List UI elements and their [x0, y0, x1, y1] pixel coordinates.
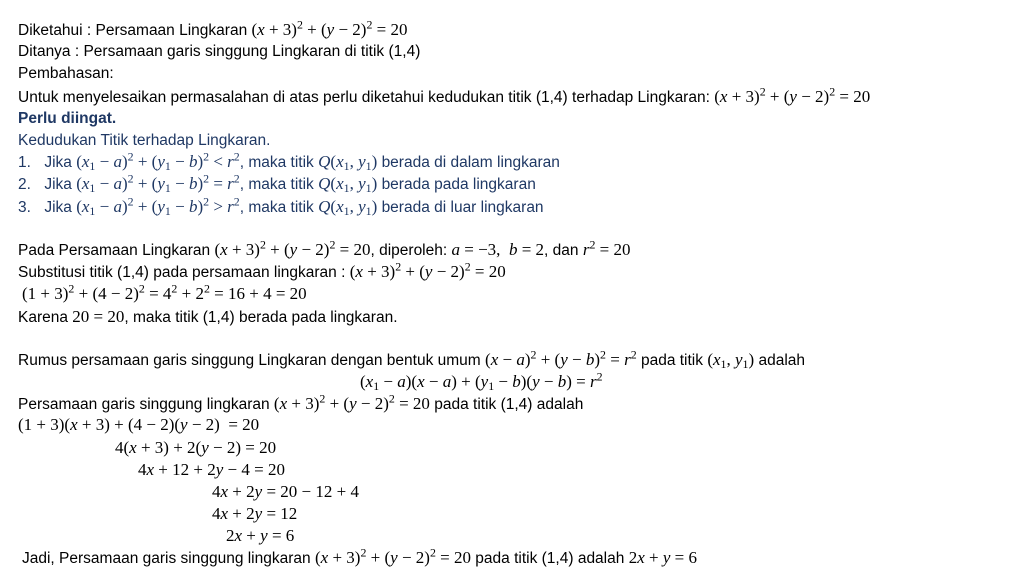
list-number: 2.	[18, 176, 31, 193]
text-maka: , maka titik	[239, 176, 314, 193]
text-tail: berada pada lingkaran	[381, 176, 536, 193]
line-perlu-diingat: Perlu diingat.	[18, 110, 117, 127]
text-jika: Jika	[44, 154, 72, 171]
line-diketahui	[18, 19, 408, 42]
math-circle-eq: $(x + 3)^2 + (y - 2)^2 = 20$	[273, 391, 430, 413]
math-point-q: $Q(x_1$, $y_1$)	[318, 152, 378, 173]
math-circle-eq: $(x + 3)^2 + (y - 2)^2 = 20$	[314, 545, 471, 567]
math-step-3: 4x + 12 + 2y − 4 = 20	[138, 460, 285, 479]
text-persamaan-post: pada titik (1,4) adalah	[434, 396, 584, 413]
text-maka: , maka titik	[239, 154, 314, 171]
math-r2: $r^2 = 20$	[582, 237, 631, 259]
text-karena: Karena	[18, 309, 68, 326]
text-jika: Jika	[44, 199, 72, 216]
text-maka: , maka titik	[239, 199, 314, 216]
math-step-5: 4x + 2y = 12	[212, 504, 298, 523]
math-final-answer: 2x + y = 6	[628, 548, 697, 567]
text-rumus: Rumus persamaan garis singgung Lingkaran dengan bentuk umum	[18, 352, 481, 369]
math-substitution-calc: $(1 + 3)^2 + (4 - 2)^2 = 4^2 + 2^2 = 16 + 4 = 20$	[22, 281, 307, 303]
line-untuk	[18, 86, 870, 109]
text-karena-post: , maka titik (1,4) berada pada lingkaran.	[124, 309, 398, 326]
text-pada: Pada Persamaan Lingkaran	[18, 242, 211, 259]
math-params: a = −3, b = 2	[451, 240, 545, 259]
text-jika: Jika	[44, 176, 72, 193]
text-jadi-post: pada titik (1,4) adalah	[475, 550, 625, 567]
line-pada-persamaan	[18, 239, 631, 262]
math-step-4: 4x + 2y = 20 − 12 + 4	[212, 482, 359, 501]
math-step-1: (1 + 3)(x + 3) + (4 − 2)(y − 2) = 20	[18, 415, 260, 434]
list-item-3	[18, 196, 544, 219]
text-diperoleh: , diperoleh:	[370, 242, 448, 259]
text-pada-titik: pada titik	[640, 352, 703, 369]
math-outside: $(x_1 - a)^2 + (y_1 - b)^2 > r^2$	[76, 194, 240, 218]
math-circle-eq: $(x + 3)^2 + (y - 2)^2 = 20$	[714, 84, 871, 106]
text-substitusi: Substitusi titik (1,4) pada persamaan lingkaran :	[18, 264, 346, 281]
math-circle-eq: $(x + 3)^2 + (y - 2)^2 = 20$	[349, 259, 506, 281]
list-item-1	[18, 151, 560, 174]
line-karena	[18, 306, 398, 329]
list-number: 3.	[18, 199, 31, 216]
line-persamaan-garis	[18, 393, 583, 416]
list-item-2	[18, 173, 536, 196]
text-dan: , dan	[544, 242, 579, 259]
math-tangent-formula: $(x_1 - a)(x - a) + (y_1 - b)(y - b) = r^2$	[360, 369, 603, 393]
math-step-6: 2x + y = 6	[226, 526, 295, 545]
line-kedudukan: Kedudukan Titik terhadap Lingkaran.	[18, 132, 271, 149]
math-point-q: $Q(x_1$, $y_1$)	[318, 197, 378, 218]
text-untuk: Untuk menyelesaikan permasalahan di atas perlu diketahui kedudukan titik (1,4) terhadap Lingkaran:	[18, 89, 710, 106]
text-tail: berada di luar lingkaran	[381, 199, 544, 216]
text-adalah: adalah	[758, 352, 806, 369]
math-point: ($x_1$, $y_1$)	[707, 350, 755, 371]
line-rumus	[18, 349, 805, 372]
math-on: $(x_1 - a)^2 + (y_1 - b)^2 = r^2$	[76, 171, 240, 195]
math-circle-eq: $(x + 3)^2 + (y - 2)^2 = 20$	[214, 237, 371, 259]
math-step-2: 4(x + 3) + 2(y − 2) = 20	[115, 438, 277, 457]
text-persamaan: Persamaan garis singgung lingkaran	[18, 396, 270, 413]
line-pembahasan: Pembahasan:	[18, 65, 114, 82]
line-substitusi	[18, 261, 506, 284]
math-general-form: $(x - a)^2 + (y - b)^2 = r^2$	[485, 347, 637, 369]
text-diketahui: Diketahui : Persamaan Lingkaran	[18, 22, 248, 39]
text-jadi: Jadi, Persamaan garis singgung lingkaran	[22, 550, 311, 567]
text-tail: berada di dalam lingkaran	[381, 154, 560, 171]
math-point-q: $Q(x_1$, $y_1$)	[318, 174, 378, 195]
math-inside: $(x_1 - a)^2 + (y_1 - b)^2 < r^2$	[76, 149, 240, 173]
list-number: 1.	[18, 154, 31, 171]
line-ditanya: Ditanya : Persamaan garis singgung Lingkaran di titik (1,4)	[18, 43, 421, 60]
math-20-eq-20: 20 = 20	[72, 307, 125, 326]
line-jadi	[22, 547, 697, 570]
math-circle-eq: $(x + 3)^2 + (y - 2)^2 = 20$	[251, 17, 408, 39]
